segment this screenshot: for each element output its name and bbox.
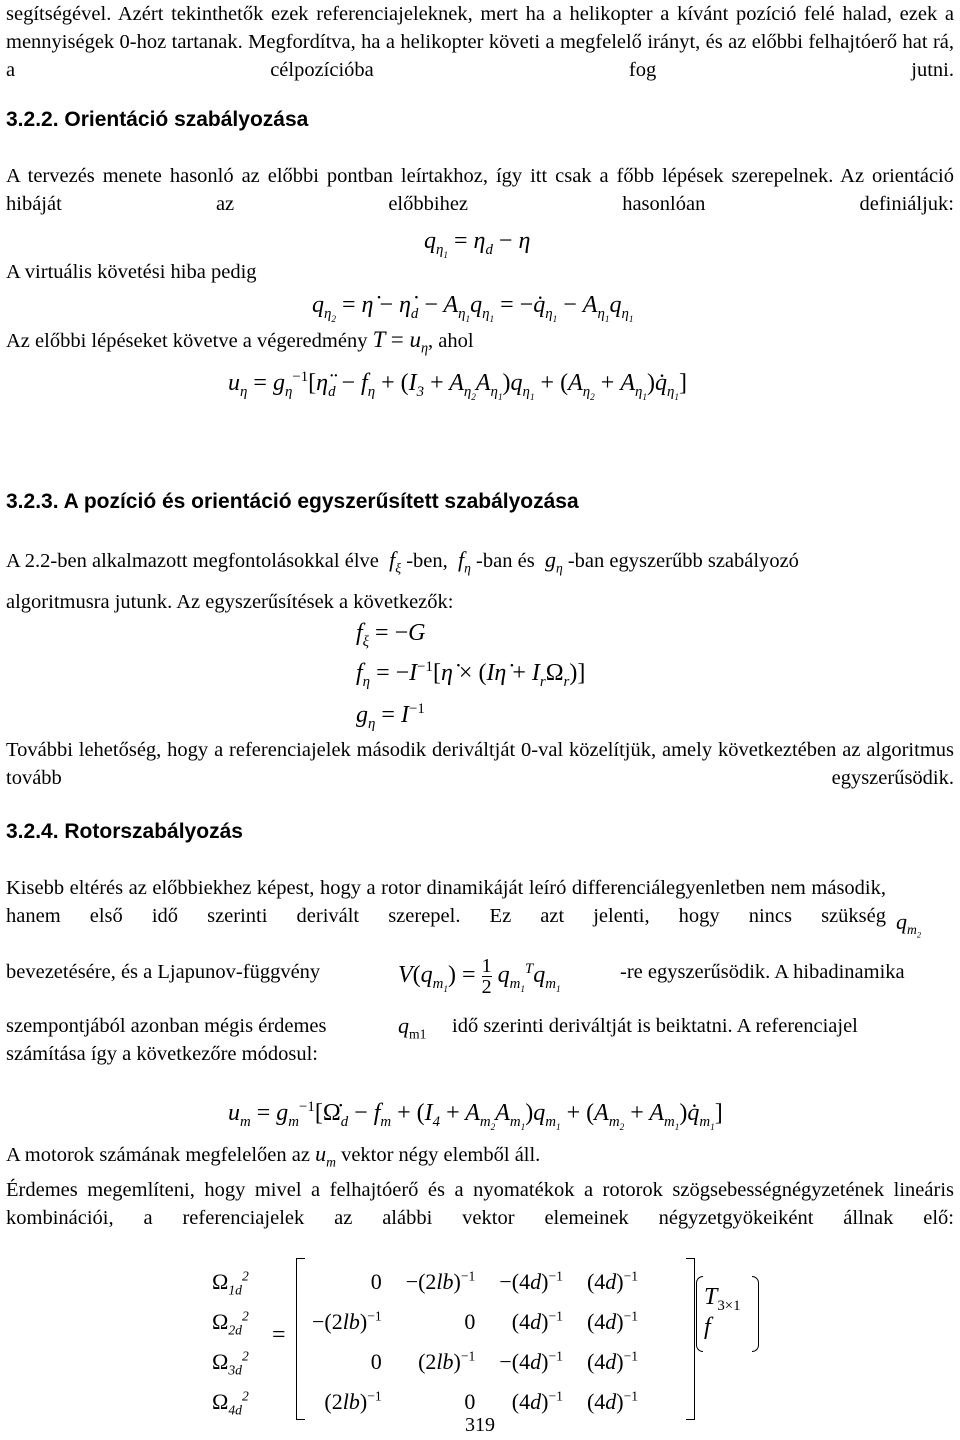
- rotor-paragraph-b-2: -re egyszerűsödik. A hibadinamika: [620, 961, 905, 983]
- simplified-paragraph-line1: A 2.2-ben alkalmazott megfontolásokkal élve $f_\xi$ -ben, $f_\eta$ -ban és $g_\eta$ -ban egyszerűbb szabályozó: [6, 547, 799, 576]
- section-heading-orientation: 3.2.2. Orientáció szabályozása: [6, 108, 309, 131]
- equation-f-xi: $f_\xi = -G$: [356, 620, 426, 650]
- equation-virtual-error: $q_{\eta_2}$ = η̇ − $\etȧ_d - A_{\eta_1}q_{\eta_1}$ = $-q̇_{\eta_1} - A_{\eta_1}q_{\eta_1}$: [312, 292, 634, 324]
- inline-T-equals-u: $T = u_\eta$: [372, 327, 429, 357]
- equation-f-eta: $f_\eta$ = $-I^{-1}[\etȧ$ × (Iη̇ + $I_r\Omega_r$)]: [356, 659, 586, 690]
- result-paragraph: Az előbbi lépéseket követve a végeredmény $T = u_\eta$, ahol: [6, 327, 474, 357]
- rotor-paragraph-a: Kisebb eltérés az előbbiekhez képest, hogy a rotor dinamikáját leíró differenciálegyenletben nem második, hanem első idő szerinti derivált szerepel. Ez azt jelenti, hogy nincs szükség: [6, 877, 886, 927]
- section-heading-simplified: 3.2.3. A pozíció és orientáció egyszerűsített szabályozása: [6, 490, 579, 513]
- simplified-paragraph-line2: algoritmusra jutunk. Az egyszerűsítések a következők:: [6, 591, 454, 613]
- rotor-paragraph-c-1: szempontjából azonban mégis érdemes: [6, 1015, 327, 1037]
- equation-lyapunov: $V(q_{m_1})$ = $\frac{1}{2}$ $q_{m_1}^Tq_{m_1}$: [398, 955, 561, 998]
- section-heading-rotor: 3.2.4. Rotorszabályozás: [6, 820, 243, 843]
- equation-u-eta: $u_\eta$ = $g_\eta^{-1}[\etä_d - f_\eta + (I_3 + A_{\eta_2}A_{\eta_1})q_{\eta_1} + (A_{\eta_2}$ + $A_{\eta_1})q̇_{\eta_1}$]: [228, 369, 687, 402]
- page-number: 319: [465, 1414, 495, 1436]
- orientation-paragraph: A tervezés menete hasonló az előbbi pontban leírtakhoz, így itt csak a főbb lépések szerepelnek. Az orientáció hibáját az előbbihez hasonlóan definiáljuk:: [6, 165, 954, 215]
- equation-u-m: $u_m$ = $g_m^{-1}[\Omegȧ_d - f_m + (I_4 + A_{m_2}A_{m_1})q_{m_1} + (A_{m_2}$ + $A_{m_1})q̇_{m_1}$]: [228, 1099, 723, 1132]
- rotor-paragraph-b-1: bevezetésére, és a Ljapunov-függvény: [6, 961, 321, 983]
- inline-q-m1: $q_{m1}$: [398, 1013, 427, 1042]
- rotor-paragraph-f: Érdemes megemlíteni, hogy mivel a felhajtóerő és a nyomatékok a rotorok szögsebességnégyzetének lineáris kombinációi, a referenciajelek az alábbi vektor elemeinek négyzetgyökeiként állnak elő:: [6, 1179, 954, 1229]
- inline-q-m2: $q_{m_2}$: [896, 909, 922, 941]
- rotor-paragraph-d: számítása így a következőre módosul:: [6, 1043, 318, 1065]
- equation-omega-matrix: $\Omega_{1d}^2$ $\Omega_{2d}^2$ $\Omega_{3d}^2$ $\Omega_{4d}^2$ = 0 $-(2lb)^{-1}$ $-(4d)^{-1}$ $(4d)^{-1}$ $-(2lb)^{-1}$ 0 $(4d)^{-1}$ $(4d)^{-1}$ 0 $(2lb)^{-1}$ $-(4d)^{-1}$ $(4d)^{-1}$ $(2lb)^{-1}$ 0 $(4d)^{-1}$ $(4d)^{-1}$ $T_{3\times 1}$ f: [196, 1262, 766, 1422]
- rotor-paragraph-c-2: idő szerinti deriváltját is beiktatni. A referenciajel: [452, 1015, 858, 1037]
- equation-orientation-error: $q_{\eta_1} = \eta_d - \eta$: [424, 228, 531, 260]
- equation-g-eta: $g_\eta = I^{-1}$: [356, 701, 425, 732]
- virtual-error-paragraph: A virtuális követési hiba pedig: [6, 261, 257, 283]
- intro-paragraph: segítségével. Azért tekinthetők ezek referenciajeleknek, mert ha a helikopter a kívánt pozíció felé halad, ezek a mennyiségek 0-hoz tartanak. Megfordítva, ha a helikopter követi a megfelelő irányt, és az előbbi felhajtóerő hat rá, a célpozícióba fog jutni.: [6, 3, 954, 81]
- rotor-paragraph-e: A motorok számának megfelelően az $u_m$ vektor négy elemből áll.: [6, 1141, 541, 1170]
- further-simplification-paragraph: További lehetőség, hogy a referenciajelek második deriváltját 0-val közelítjük, amely következtében az algoritmus tovább egyszerűsödik.: [6, 739, 954, 789]
